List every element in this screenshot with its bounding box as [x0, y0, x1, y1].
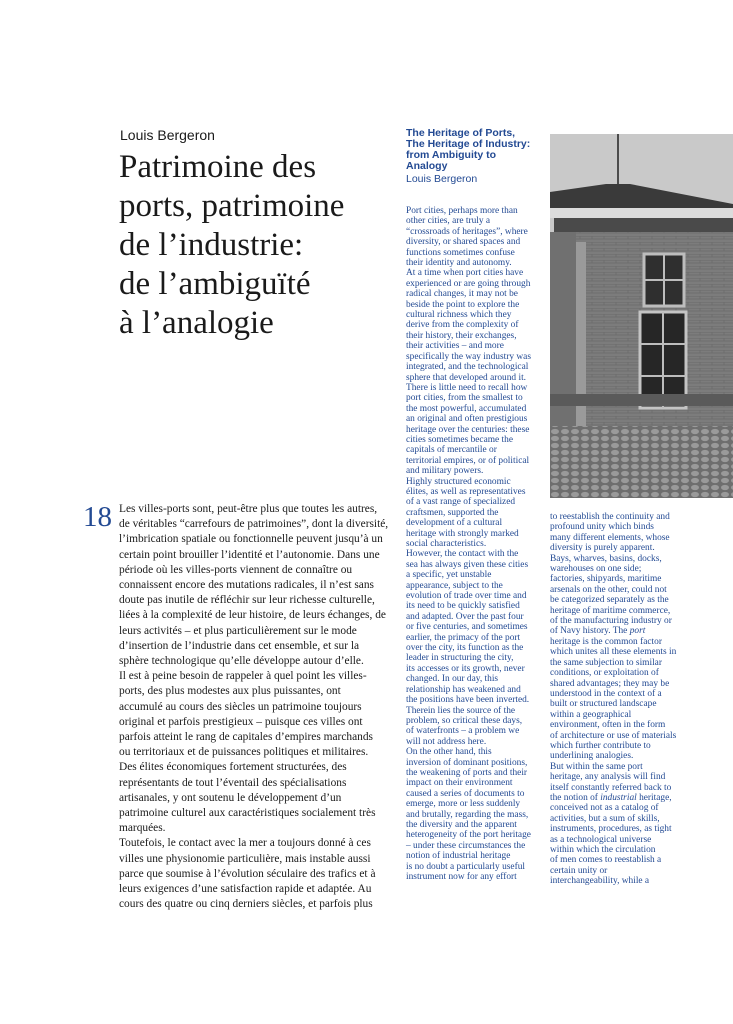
text-line: leurs activités – et plus particulièrement sur le mode — [119, 624, 357, 637]
text-line: itself constantly referred back to — [550, 782, 672, 793]
text-line: impact on their environment — [406, 778, 513, 789]
text-line: sphère technologique qu’elle développe autour d’elle. — [119, 655, 364, 668]
text-line: its need to be quickly satisfied — [406, 601, 520, 612]
italic-word: port — [629, 626, 646, 637]
text-line: activities, but a sum of skills, — [550, 813, 660, 824]
text-line: ports, des plus modestes aux plus puissantes, ont — [119, 685, 341, 698]
text-line: changed. In our day, this — [406, 674, 499, 685]
text-line: notion of industrial heritage — [406, 851, 511, 862]
text-line: development of a cultural — [406, 518, 503, 529]
text-line: leader in structuring the city, — [406, 653, 514, 664]
text-line: certain point brouiller l’identité et l’autonomie. Dans une — [119, 548, 380, 561]
text-line: and brutally, regarding the mass, — [406, 809, 529, 820]
text-line: within which the circulation — [550, 845, 656, 855]
text-line: There is little need to recall how — [406, 382, 528, 393]
text-line: diversity, or shared spaces and — [406, 237, 521, 248]
text-line: their identity and autonomy. — [406, 258, 512, 269]
text-line: interchangeability, while a — [550, 876, 650, 887]
text-line: a specific, yet unstable — [406, 570, 492, 581]
text-line: Les villes-ports sont, peut-être plus que toutes les autres, — [119, 503, 378, 515]
text-block — [550, 512, 690, 626]
text-line: cultural richness which they — [406, 310, 512, 321]
text-line: environment, often in the form — [550, 720, 666, 731]
text-line: Highly structured economic — [406, 476, 511, 487]
text-line: other cities, are truly a — [406, 216, 491, 227]
title-line: à l’analogie — [119, 305, 274, 341]
text-line: liées à la complexité de leur histoire, de leurs échanges, de — [119, 609, 386, 622]
text-line: Bays, wharves, basins, docks, — [550, 553, 662, 564]
text-line: derive from the complexity of — [406, 320, 519, 331]
text-line: craftsmen, supported the — [406, 507, 499, 518]
text-line: Il est à peine besoin de rappeler à quel point les villes- — [119, 670, 367, 683]
text-line: de véritables “carrefours de patrimoines”, dont la diversité, — [119, 518, 389, 531]
text-line: – under these circumstances the — [406, 840, 526, 851]
text-line: territorial empires, or of political — [406, 455, 530, 466]
title-english — [406, 128, 546, 172]
text-line: d’insertion de l’industrie dans cet ensemble, et sur la — [119, 639, 360, 652]
text-line: is no doubt a particularly useful — [406, 861, 525, 872]
text-line: profound unity which binds — [550, 522, 654, 533]
text-line: heritage, any analysis will find — [550, 772, 666, 783]
text-line: the diversity and the apparent — [406, 819, 517, 830]
text-line: port cities, from the smallest to — [406, 393, 523, 404]
text-line: functions sometimes confuse — [406, 247, 515, 258]
title-line: Patrimoine des — [119, 149, 317, 185]
photo-drawing — [550, 134, 733, 498]
text-line: l’imbrication spatiale ou fonctionnelle peuvent jusqu’à un — [119, 533, 383, 546]
author-english: Louis Bergeron — [406, 173, 478, 185]
text-line: built or structured landscape — [550, 699, 657, 710]
text-line: représentants de tout l’éventail des spécialisations — [119, 776, 347, 789]
text-line: parfois atteint le rang de capitales d’empires marchands — [119, 731, 373, 744]
text-line: an original and often prestigious — [406, 414, 528, 425]
text-line: will not address here. — [406, 736, 487, 747]
text-line: doute pas inutile de réfléchir sur leur richesse culturelle, — [119, 594, 375, 607]
body-text-english-column-2 — [550, 512, 690, 887]
text-line: ou territoriaux et de puissances politiques et militaires. — [119, 746, 369, 759]
title-line: The Heritage of Industry: — [406, 138, 531, 150]
text-line: Therein lies the source of the — [406, 705, 516, 716]
text-line: heterogeneity of the port heritage — [406, 830, 531, 841]
text-line: “crossroads of heritages”, where — [406, 226, 528, 237]
title-line: de l’ambiguïté — [119, 266, 311, 302]
text-line: be categorized separately as the — [550, 595, 669, 606]
text-line: which further contribute to — [550, 740, 651, 751]
text-line: parce que soumise à l’évolution séculaire des trafics et à — [119, 867, 376, 880]
author-french: Louis Bergeron — [120, 127, 215, 143]
building-photo — [550, 134, 733, 498]
text-line: période où les villes-ports viennent de connaître ou — [119, 563, 353, 576]
text-line: sea has always given these cities — [406, 559, 529, 570]
text-line: and adapted. Over the past four — [406, 611, 524, 622]
text-block — [550, 803, 690, 886]
text-line: of men comes to reestablish a — [550, 855, 662, 866]
text-line: their activities – and more — [406, 341, 504, 352]
text-line: Des élites économiques fortement structurées, des — [119, 761, 347, 774]
text-line: social characteristics. — [406, 539, 487, 549]
text-line: heritage of maritime commerce, — [550, 605, 671, 616]
title-line: ports, patrimoine — [119, 188, 345, 224]
text-line: heritage with strongly marked — [406, 528, 519, 539]
text-line: Toutefois, le contact avec la mer a toujours donné à ces — [119, 837, 371, 850]
text-line — [550, 626, 690, 636]
text-line: which unites all these elements in — [550, 647, 677, 658]
text-line: radical changes, it may not be — [406, 289, 518, 300]
text-line: relationship has weakened and — [406, 684, 521, 695]
text-line: villes une physionomie particulière, mais instable aussi — [119, 852, 371, 865]
title-line: de l’industrie: — [119, 227, 304, 263]
text-line: Port cities, perhaps more than — [406, 206, 518, 216]
text-line: connaissent encore des mutations radicales, il n’est sans — [119, 579, 374, 592]
text-line: of a vast range of specialized — [406, 497, 516, 508]
title-line: from Ambiguity to — [406, 149, 497, 161]
text-line: However, the contact with the — [406, 549, 519, 560]
text-run: of Navy history. — [550, 626, 613, 637]
text-line: integrated, and the technological — [406, 362, 529, 373]
text-line: accumulé au cours des siècles un patrimoine toujours — [119, 700, 362, 713]
text-line: emerge, more or less suddenly — [406, 799, 521, 810]
title-french — [119, 148, 389, 343]
text-line: instruments, procedures, as tight — [550, 824, 672, 835]
text-line: heritage is the common factor — [550, 636, 662, 647]
text-line: conceived not as a catalog of — [550, 803, 659, 814]
text-line: problem, so critical these days, — [406, 715, 523, 726]
text-block — [550, 637, 690, 793]
title-line: Analogy — [406, 160, 448, 172]
text-line: the positions have been inverted. — [406, 695, 530, 706]
text-line: shared advantages; they may be — [550, 678, 670, 689]
text-line: arsenals on the other, could not — [550, 584, 667, 595]
text-line: capitals of mercantile or — [406, 445, 497, 456]
text-line: caused a series of documents to — [406, 788, 525, 799]
text-line: its accesses or its growth, never — [406, 663, 525, 674]
text-line: marquées. — [119, 822, 166, 835]
text-line: the same subjection to similar — [550, 657, 662, 668]
text-line: earlier, the primacy of the port — [406, 632, 521, 643]
text-line: But within the same port — [550, 761, 643, 772]
italic-word: industrial — [600, 792, 637, 803]
body-text-english-column-1 — [406, 206, 546, 882]
text-line: conditions, or exploitation of — [550, 668, 659, 679]
text-line: to reestablish the continuity and — [550, 512, 670, 522]
text-run: the notion of — [550, 792, 601, 803]
text-line: On the other hand, this — [406, 747, 492, 758]
text-line: original et parfois prestigieux – puisque ces villes ont — [119, 715, 363, 728]
text-line: within a geographical — [550, 709, 632, 720]
text-line: At a time when port cities have — [406, 268, 524, 279]
text-line: experienced or are going through — [406, 278, 531, 289]
text-line: the weakening of ports and their — [406, 767, 528, 778]
text-line: diversity is purely apparent. — [550, 543, 655, 554]
text-line — [550, 793, 690, 803]
text-line: factories, shipyards, maritime — [550, 574, 662, 585]
text-line: instrument now for any effort — [406, 872, 517, 882]
text-line: specifically the way industry was — [406, 351, 531, 362]
page-number: 18 — [83, 501, 112, 533]
text-line: their history, their exchanges, — [406, 330, 517, 341]
text-line: many different elements, whose — [550, 532, 670, 543]
text-line: patrimoine culturel aux caractéristiques socialement très — [119, 807, 376, 820]
text-line: evolution of trade over time and — [406, 591, 527, 602]
text-line: cours des quatre ou cinq derniers siècles, et parfois plus — [119, 898, 373, 911]
title-line: The Heritage of Ports, — [406, 127, 516, 139]
text-line: élites, as well as representatives — [406, 486, 526, 497]
text-line: of the manufacturing industry or — [550, 616, 672, 627]
text-line: or five centuries, and sometimes — [406, 622, 528, 633]
text-run: The — [612, 626, 630, 637]
text-line: certain unity or — [550, 865, 608, 876]
text-line: of waterfronts – a problem we — [406, 726, 520, 737]
text-line: underlining analogies. — [550, 751, 634, 762]
text-line: beside the point to explore the — [406, 299, 520, 310]
body-text-french — [119, 502, 389, 912]
text-line: appearance, subject to the — [406, 580, 503, 591]
text-line: understood in the context of a — [550, 688, 662, 699]
text-line: inversion of dominant positions, — [406, 757, 528, 768]
text-line: over the city, its function as the — [406, 643, 524, 654]
text-line: and military powers. — [406, 466, 484, 477]
text-line: leurs exigences d’une satisfaction rapide et adaptée. Au — [119, 883, 372, 896]
text-line: warehouses on one side; — [550, 564, 642, 575]
text-line: as a technological universe — [550, 834, 652, 845]
text-line: of architecture or use of materials — [550, 730, 677, 741]
text-line: the most powerful, accumulated — [406, 403, 527, 414]
text-line: artisanales, y ont soutenu le développement d’un — [119, 791, 342, 804]
text-line: heritage over the centuries: these — [406, 424, 530, 435]
text-line: sphere that developed around it. — [406, 372, 527, 383]
text-line: cities sometimes became the — [406, 434, 513, 445]
text-run: heritage, — [636, 792, 672, 803]
